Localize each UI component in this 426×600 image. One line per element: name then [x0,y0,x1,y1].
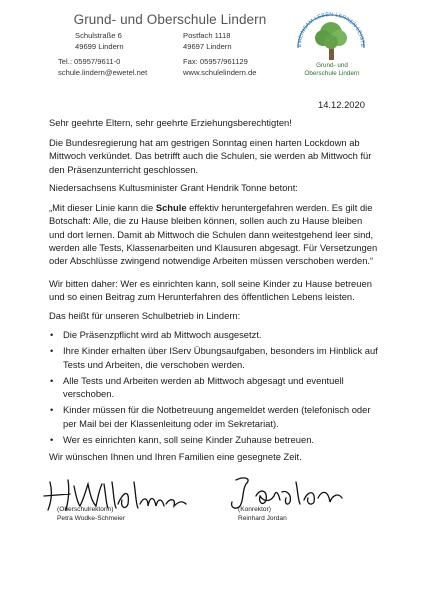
school-name: Grund- und Oberschule Lindern [73,12,267,27]
logo-caption-line-2: Oberschule Lindern [304,70,360,77]
quote-start: „Mit dieser Linie kann die [49,202,156,213]
logo-caption [296,62,368,78]
fax-number: Fax: 05957/961129 [183,57,248,66]
list-item: • Wer es einrichten kann, soll seine Kinder Zuhause betreuen. [49,433,379,446]
quote-bold-word: Schule [155,202,187,213]
logo-caption-line-1: Grund- und [316,62,348,69]
paragraph-request: Wir bitten daher: Wer es einrichten kann, soll seine Kinder zu Hause betreuen und so einen Beitrag zum Herunterfahren des öffentlichen Lebens leisten. [49,278,372,303]
contact-right [183,57,256,78]
list-item: • Kinder müssen für die Notbetreuung angemeldet werden (telefonisch oder per Mail bei der Klassenleitung oder im Sekretariat). [49,403,379,430]
address-left [75,31,124,52]
letter-date: 14.12.2020 [318,99,365,110]
address-city: 49699 Lindern [75,41,124,51]
contact-left [58,57,147,78]
paragraph-lockdown: Die Bundesregierung hat am gestrigen Sonntag einen harten Lockdown ab Mittwoch verkündet. Das betrifft auch die Schulen, sie werden ab Mittwoch für den Präsenzunterricht geschlossen. [49,137,372,175]
address-right [183,31,232,52]
paragraph-minister: Niedersachsens Kultusminister Grant Hendrik Tonne betont: [49,182,298,193]
minister-quote [49,201,379,267]
signer-name: Reinhard Jordan [238,514,287,522]
list-item: • Alle Tests und Arbeiten werden ab Mittwoch abgesagt und eventuell verschoben. [49,374,379,401]
tree-logo-icon [293,6,369,66]
closing-line: Wir wünschen Ihnen und Ihren Familien eine gesegnete Zeit. [49,451,302,462]
phone-number: Tel.: 05957/9611-0 [58,57,121,66]
list-item: • Ihre Kinder erhalten über IServ Übungsaufgaben, besonders im Hinblick auf Tests und Arbeiten, die verschoben werden. [49,344,379,371]
logo-arc-text: EMEINSAM LEBEN LERNEN LEISTE [296,11,366,48]
greeting: Sehr geehrte Eltern, sehr geehrte Erziehungsberechtigten! [49,117,292,128]
paragraph-schulbetrieb: Das heißt für unseren Schulbetrieb in Lindern: [49,310,241,321]
email-address: schule.lindern@ewetel.net [58,67,148,77]
po-box: Postfach 1118 [183,31,231,40]
signature-block-right [238,506,287,523]
signature-block-left [57,506,125,523]
signer-role: (Konrektor) [238,506,271,513]
list-item: • Die Präsenzpflicht wird ab Mittwoch ausgesetzt. [49,328,379,341]
website-address: www.schulelindern.de [183,67,257,77]
address-street: Schulstraße 6 [75,31,122,40]
po-box-city: 49697 Lindern [183,41,232,51]
signer-name: Petra Wodke-Schmeier [57,514,126,522]
signer-role: (Oberschulrektorin) [57,506,114,513]
quote-rest: effektiv heruntergefahren werden. Es gilt die Botschaft: Alle, die zu Hause bleiben können, sollen auch zu Hause bleiben und dort lernen. Damit ab Mittwoch die Schulen dann weitestgehend leer sind, werden alle Tests, Klassenarbeiten und Klausuren abgesagt. Für Versetzungen oder Abschlüsse zwingend notwendige Arbeiten müssen verschoben werden.“ [49,202,378,267]
measures-list [49,328,379,446]
